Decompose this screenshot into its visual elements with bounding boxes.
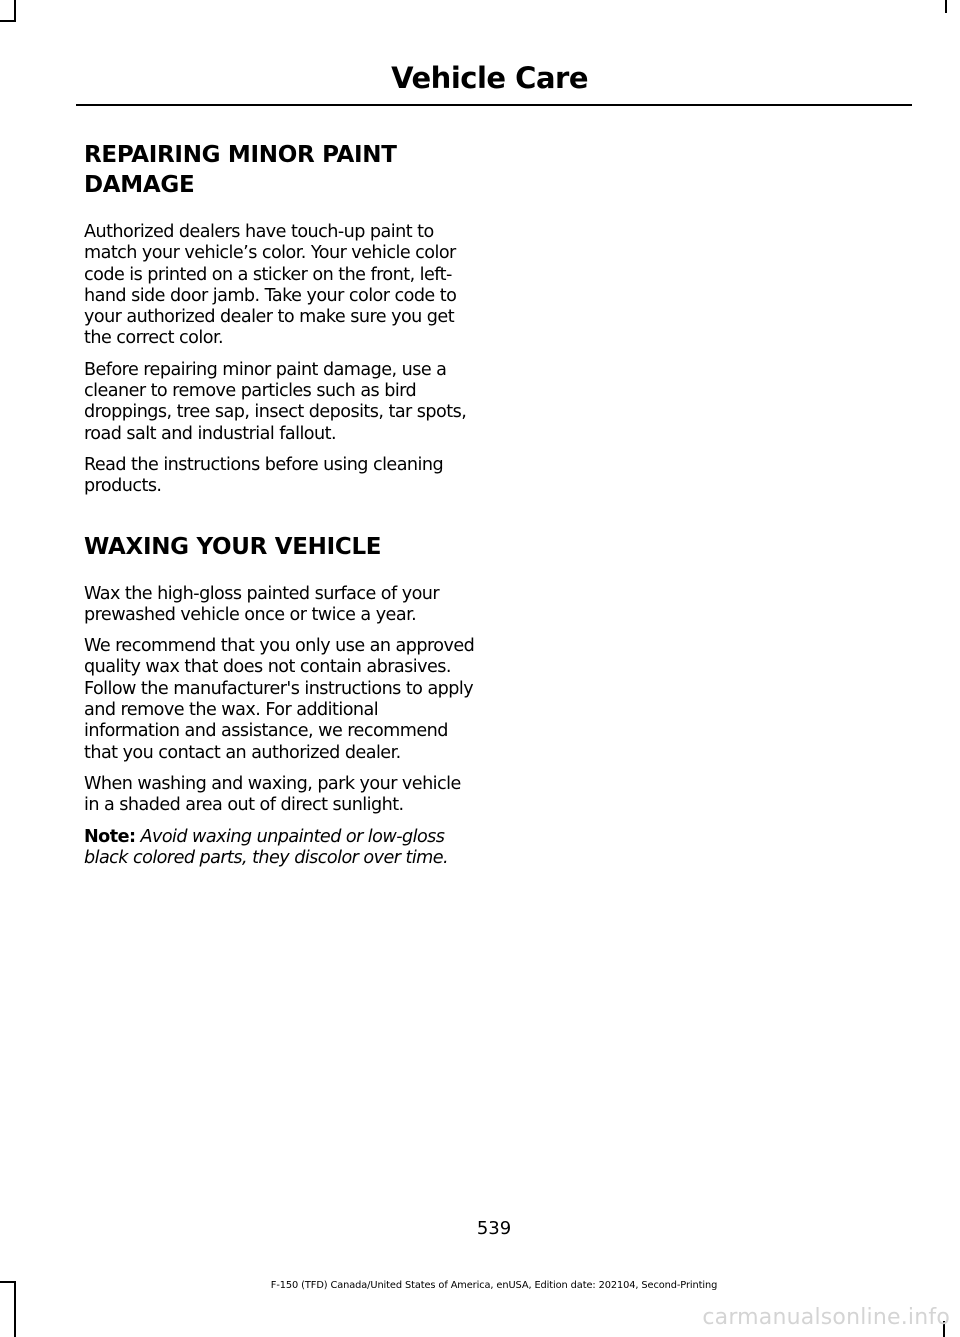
paragraph: Wax the high-gloss painted surface of your prewashed vehicle once or twice a year. bbox=[84, 583, 440, 625]
paragraph: Read the instructions before using cleaning products. bbox=[84, 454, 444, 497]
page-header-title: Vehicle Care bbox=[391, 61, 588, 95]
watermark: carmanualsonline.info bbox=[702, 1305, 950, 1330]
edition-footer: F-150 (TFD) Canada/United States of America, enUSA, Edition date: 202104, Second-Printing bbox=[270, 1280, 718, 1291]
content-column bbox=[84, 140, 476, 879]
section-heading-waxing: WAXING YOUR VEHICLE bbox=[84, 533, 382, 560]
note-label: Note: bbox=[84, 826, 136, 847]
paragraph: When washing and waxing, park your vehicle in a shaded area out of direct sunlight. bbox=[84, 773, 461, 816]
crop-mark-top-right bbox=[945, 0, 947, 13]
section-heading-repairing-paint bbox=[84, 140, 476, 200]
note-text: Avoid waxing unpainted or low-gloss black colored parts, they discolor over time. bbox=[84, 826, 449, 868]
section-heading-line: REPAIRING MINOR PAINT bbox=[84, 142, 397, 168]
header-divider bbox=[76, 104, 912, 106]
paragraph: We recommend that you only use an approved quality wax that does not contain abrasives. Follow the manufacturer's instructions to apply and remove the wax. For additional information and assistance, we recommend that you contact an authorized dealer. bbox=[84, 636, 475, 763]
crop-mark-top-left bbox=[14, 0, 16, 22]
paragraph: Authorized dealers have touch-up paint to match your vehicle’s color. Your vehicle color code is printed on a sticker on the front, left-hand side door jamb. Take your color code to your authorized dealer to make sure you get the correct color. bbox=[84, 222, 457, 349]
page-number: 539 bbox=[476, 1218, 512, 1239]
paragraph: Before repairing minor paint damage, use a cleaner to remove particles such as bird droppings, tree sap, insect deposits, tar spots, road salt and industrial fallout. bbox=[84, 359, 467, 444]
section-heading-line: DAMAGE bbox=[84, 172, 195, 198]
note-paragraph bbox=[84, 827, 476, 870]
crop-mark-top-left bbox=[0, 20, 16, 22]
